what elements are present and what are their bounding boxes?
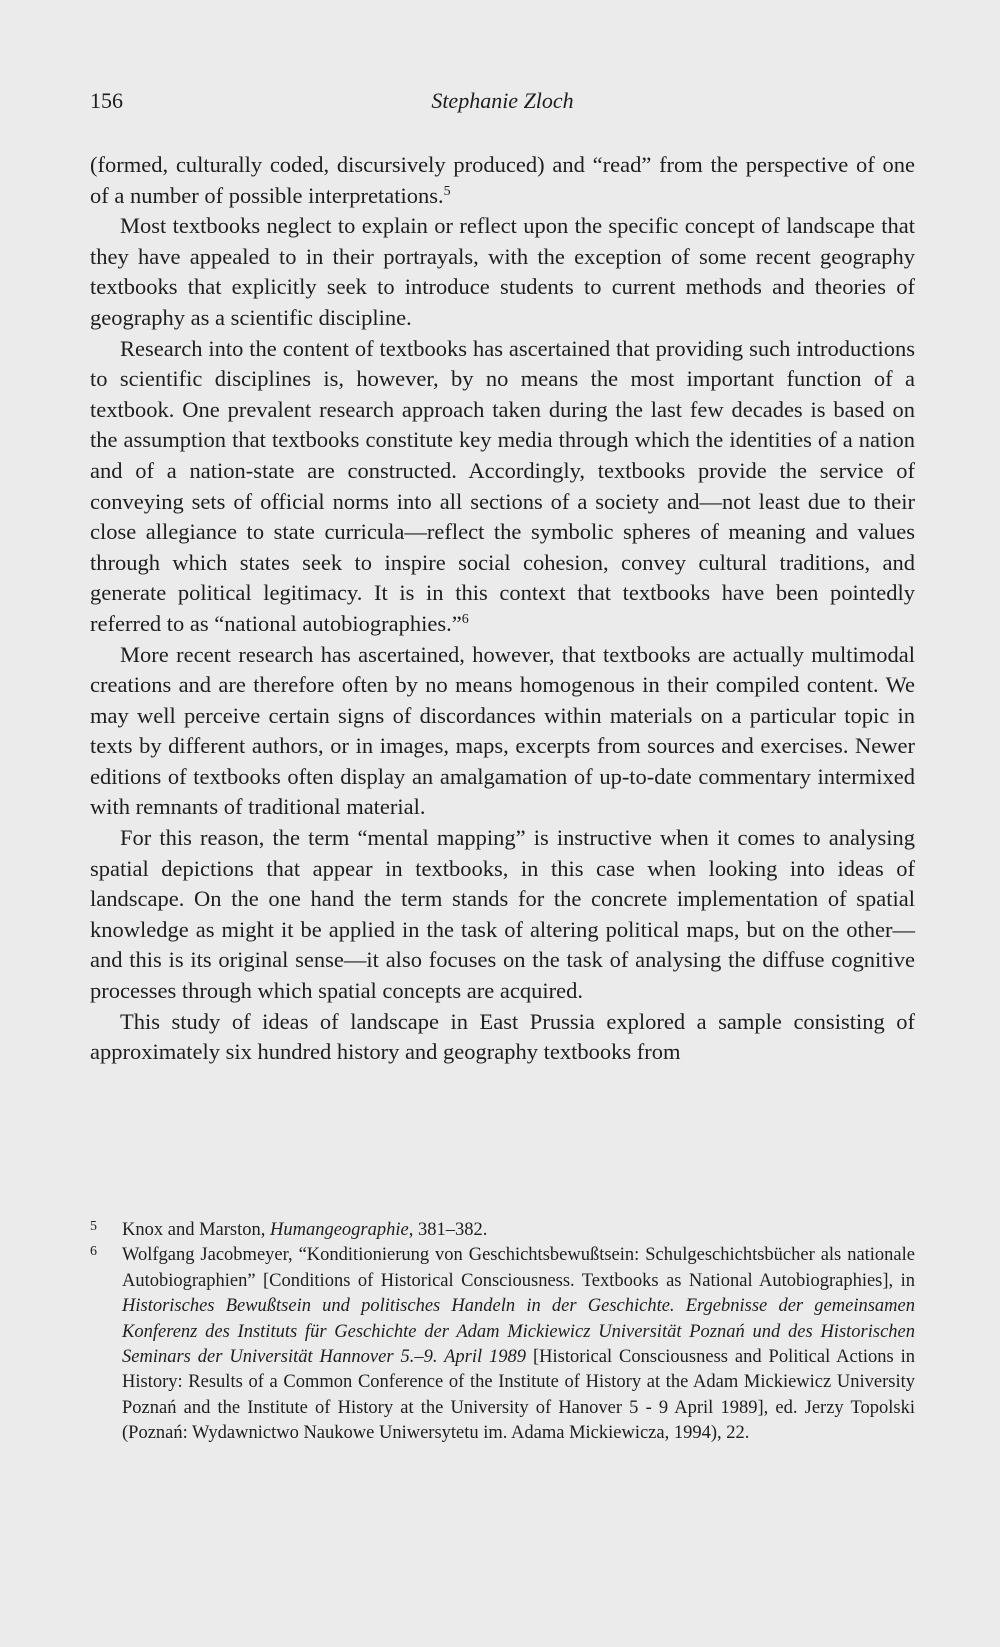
paragraph: For this reason, the term “mental mapping” is instructive when it comes to analysing spatial depictions that appear in textbooks, in this case when looking into ideas of landscape. On the one hand the term stands for the concrete implementation of spatial knowledge as might it be applied in the task of altering political maps, but on the other—and this is its original sense—it also focuses on the task of analysing the diffuse cognitive processes through which spatial concepts are acquired. <box>90 825 915 1004</box>
footnote-text: , 381–382. <box>408 1220 488 1240</box>
footnote-title-italic: Humangeographie <box>269 1220 409 1240</box>
main-text <box>90 150 915 1068</box>
footnote-title-italic: Historisches Bewußtsein und politisches Handeln in der Geschichte. Ergebnisse der gemeinsamen Konferenz des Instituts für Geschichte der Adam Mickiewicz Universität Poznań und des Historischen Seminars der Universität Hannover 5.–9. April 1989 <box>122 1296 915 1368</box>
paragraph: This study of ideas of landscape in East Prussia explored a sample consisting of approximately six hundred history and geography textbooks from <box>90 1008 915 1065</box>
paragraph: More recent research has ascertained, however, that textbooks are actually multimodal creations and are therefore often by no means homogenous in their compiled content. We may well perceive certain signs of discordances within materials on a particular topic in texts by different authors, or in images, maps, excerpts from sources and exercises. Newer editions of textbooks often display an amalgamation of up-to-date commentary intermixed with remnants of traditional material. <box>90 641 915 820</box>
footnote <box>90 1243 915 1446</box>
paragraph <box>90 334 915 640</box>
footnote-text: Knox and Marston, <box>122 1220 270 1240</box>
paragraph-text: (formed, culturally coded, discursively produced) and “read” from the perspective of one of a number of possible interpretations. <box>90 152 915 208</box>
footnote-text: Wolfgang Jacobmeyer, “Konditionierung von Geschichtsbewußtsein: Schulgeschichtsbücher als nationale Autobiographien” [Conditions of Historical Consciousness. Textbooks as National Autobiographies], in <box>122 1245 915 1291</box>
footnote-reference: 6 <box>461 611 469 627</box>
footnote-text: [Historical Consciousness and Political Actions in History: Results of a Common Conference of the Institute of History at the Adam Mickiewicz University Poznań and the Institute of History at the University of Hanover 5 - 9 April 1989], ed. Jerzy Topolski (Poznań: Wydawnictwo Naukowe Uniwersytetu im. Adama Mickiewicza, 1994), 22. <box>122 1347 915 1444</box>
footnotes <box>90 1218 915 1447</box>
paragraph: Most textbooks neglect to explain or reflect upon the specific concept of landscape that they have appealed to in their portrayals, with the exception of some recent geography textbooks that explicitly seek to introduce students to current methods and theories of geography as a scientific discipline. <box>90 213 915 330</box>
footnote-number: 5 <box>90 1219 97 1234</box>
page-number: 156 <box>90 88 123 113</box>
footnote <box>90 1218 915 1243</box>
footnote-number: 6 <box>90 1244 97 1260</box>
running-head-author: Stephanie Zloch <box>431 88 574 113</box>
page-header <box>90 88 915 122</box>
paragraph <box>90 150 915 211</box>
paragraph-text: Research into the content of textbooks has ascertained that providing such introductions to scientific disciplines is, however, by no means the most important function of a textbook. One prevalent research approach taken during the last few decades is based on the assumption that textbooks constitute key media through which the identities of a nation and of a nation-state are constructed. Accordingly, textbooks provide the service of conveying sets of official norms into all sections of a society and—not least due to their close allegiance to state curricula—reflect the symbolic spheres of meaning and values through which states seek to inspire social cohesion, convey cultural traditions, and generate political legitimacy. It is in this context that textbooks have been pointedly referred to as “national autobiographies.” <box>90 335 915 636</box>
footnote-reference: 5 <box>443 183 451 199</box>
